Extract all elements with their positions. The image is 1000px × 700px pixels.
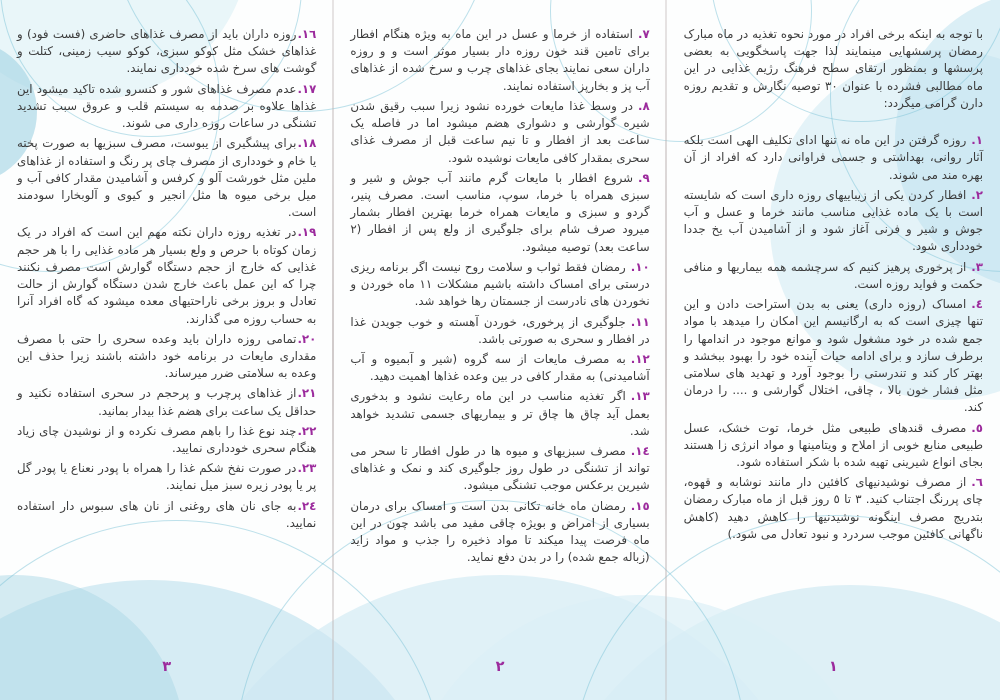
tip-number: ٢٢. <box>297 423 317 438</box>
tip-item: ١٠.رمضان فقط ثواب و سلامت روح نیست اگر برنامه ریزی درستی برای امساک داشته باشیم مشکلات ١١ ماه خوردن و نخوردن های نادرست از جسمتان رها خواهد شد. <box>350 259 650 309</box>
page-number: ١ <box>828 658 838 675</box>
page-number: ٢ <box>495 658 505 675</box>
tip-item: ٣.از پرخوری پرهیز کنیم که سرچشمه همه بیماریها و منافی حکمت و فواید روزه است. <box>683 259 983 291</box>
tip-item: ٢.افطار کردن یکی از زیباییهای روزه داری است که شایسته است با یک ماده غذایی مناسب مانند خرما و عسل و آب جوش و شیر و فرنی آغاز شود و از آشامیدن آب یخ جددا خودداری شود. <box>683 187 983 254</box>
tip-number: ٢٣. <box>297 461 317 476</box>
tip-item: ٢١.از غذاهای پرچرب و پرحجم در سحری استفاده نکنید و حداقل یک ساعت برای هضم غذا بیدار بمانید. <box>17 386 317 418</box>
tip-item: ١٣.اگر تغذیه مناسب در این ماه رعایت نشود و بدخوری بعمل آید چاق ها چاق تر و بیماریهای جسمی تشدید خواهد شد. <box>350 389 650 438</box>
tip-number: ٢٤. <box>297 498 317 513</box>
tip-number: ١٠. <box>630 259 650 274</box>
tip-number: ١٥. <box>630 498 650 513</box>
tip-item: ٥.مصرف قندهای طبیعی مثل خرما، توت خشک، عسل طبیعی منابع خوبی از املاح و ویتامینها و مواد انرژی زا هستند بجای انواع شیرینی تهیه شده با شکر استفاده شود. <box>683 420 983 470</box>
tip-number: ٦. <box>971 475 983 490</box>
tip-number: ١. <box>971 133 983 148</box>
tip-item: ٢٢.چند نوع غذا را باهم مصرف نکرده و از نوشیدن چای زیاد هنگام سحری خودداری نمایید. <box>17 423 317 456</box>
tip-item: ١٧.عدم مصرف غذاهای شور و کنسرو شده تاکید میشود این غذاها علاوه بر صدمه به سیستم قلب و عروق سبب تشدید تشنگی در ساعات روزه داری می شوند. <box>17 81 317 131</box>
tip-item: ١.روزه گرفتن در این ماه نه تنها ادای تکلیف الهی است بلکه آثار روانی، بهداشتی و جسمی فراوانی دارد که افراد از آن بهره مند می شوند. <box>683 133 983 182</box>
tip-number: ١٣. <box>630 389 650 404</box>
tip-number: ١٦. <box>297 27 317 41</box>
tip-item: ١٥.رمضان ماه خانه تکانی بدن است و امساک برای درمان بسیاری از امراض و بویژه چاقی مفید می باشد چون در این ماه فرصت پیدا میکند تا مواد ذخیره را جذب و مواد زاید (زباله جمع شده) را در بدن دفع نماید. <box>350 498 650 565</box>
tips-list <box>17 26 316 532</box>
tip-number: ٢٠. <box>297 331 317 346</box>
tip-item: ٢٣.در صورت نفخ شکم غذا را همراه با پودر نعناع یا پودر گل پر یا پودر زیره سبز میل نمایند. <box>17 461 317 493</box>
tip-item: ١٦.روزه داران باید از مصرف غذاهای حاضری (فست فود) و غذاهای خشک مثل کوکو سبزی، کوکو سیب زمینی، کتلت و گوشت های سرخ شده خودداری نمایند. <box>17 27 317 76</box>
panel-page-1 <box>667 0 1000 700</box>
tip-number: ١٩. <box>297 225 317 240</box>
panel-page-2 <box>333 0 666 700</box>
tip-number: ٨. <box>637 98 650 113</box>
tip-number: ٢١. <box>297 386 317 401</box>
tips-list <box>684 132 983 543</box>
tip-number: ٣. <box>971 259 983 274</box>
tip-item: ١٤.مصرف سبزیهای و میوه ها در طول افطار تا سحر می تواند از تشنگی در طول روز جلوگیری کند و نمک و غذاهای شیرین برعکس موجب تشنگی میشود. <box>350 444 650 493</box>
tip-item: ٦.از مصرف نوشیدنیهای کافئین دار مانند نوشابه و قهوه، چای پررنگ اجتناب کنید. ٣ تا ٥ روز قبل از ماه مبارک رمضان بتدریج مصرف اینگونه نوشیدنیها را کاهش دهید (کاهش ناگهانی کافئین موجب سردرد و نبود تعادل می شود.) <box>683 475 983 541</box>
tip-item: ٤.امساک (روزه داری) یعنی به بدن استراحت دادن و این تنها چیزی است که به ارگانیسم این امکان را میدهد با مواد جمع شده در خود مشغول شود و موانع موجود در اندامها را برطرف سازد و برای ادامه حیات آینده خود را بهبود ببخشد و بهتر کار کند و تندرستی را بوجود آورد و تهدید های سلامتی مثل فشار خون بالا ، چاقی، اختلال گوارشی و .... را درمان کند. <box>683 297 983 415</box>
tip-number: ١٤. <box>630 444 650 459</box>
tip-number: ٤. <box>971 297 983 312</box>
tip-item: ١٩.در تغذیه روزه داران نکته مهم این است که افراد در یک زمان کوتاه با حرص و ولع بسیار هر ماده غذایی را با هر حجم غذایی که خارج از حجم دستگاه گوارش است مصرف نکنند چرا که این عمل باعث خارج شدن دستگاه گوارش از حالت تعادل و بروز برخی ناراحتیهای معده میشود که گاه افراد آنرا به حساب روزه می گذارند. <box>17 225 317 326</box>
tip-number: ١٧. <box>297 81 317 96</box>
page-number: ٣ <box>162 658 172 675</box>
tip-number: ٥. <box>971 420 983 435</box>
tip-item: ٧.استفاده از خرما و عسل در این ماه به ویژه هنگام افطار برای تامین قند خون روزه دار بسیار موثر است و و روزه داران سعی نمایند بجای غذاهای چرب و سرخ شده از غذاهای آب پز و بخارپز استفاده نمایند. <box>350 27 650 93</box>
tip-item: ٢٤.به جای نان های روغنی از نان های سبوس دار استفاده نمایید. <box>17 498 317 530</box>
tip-item: ١٨.برای پیشگیری از یبوست، مصرف سبزیها به صورت پخته یا خام و خودداری از مصرف چای پر رنگ و استفاده از غذاهای ملین مثل خورشت آلو و کرفس و آشامیدن مقدار کافی آب و میل برخی میوه ها مثل انجیر و کیوی و آلوبخارا سودمند است. <box>17 136 317 220</box>
tip-item: ١٢.به مصرف مایعات از سه گروه (شیر و آبمیوه و آب آشامیدنی) به مقدار کافی در بین وعده غذاها اهمیت دهید. <box>350 351 650 384</box>
tip-item: ٨.در وسط غذا مایعات خورده نشود زیرا سبب رقیق شدن شیره گوارشی و دشواری هضم میشود اما در فاصله یک ساعت بعد از افطار و تا نیم ساعت قبل از مصرف غذای سحری بمقدار کافی مایعات نوشیده شود. <box>350 98 650 165</box>
tips-list <box>350 26 649 567</box>
tip-number: ١٨. <box>297 136 317 151</box>
tip-number: ١١. <box>630 314 650 329</box>
tip-item: ٩.شروع افطار با مایعات گرم مانند آب جوش و شیر و سبزی همراه با خرما، سوپ، مناسب است. مصرف پنیر، گردو و سبزی و مایعات همراه خرما بهترین افطار بشمار میرود صرف شام برای جلوگیری از ولع پس از افطار (٢ ساعت بعد) توصیه میشود. <box>350 170 650 254</box>
tip-number: ٩. <box>637 170 650 185</box>
tip-number: ٧. <box>637 27 650 41</box>
tip-number: ٢. <box>971 187 983 202</box>
tip-item: ١١.جلوگیری از پرخوری، خوردن آهسته و خوب جویدن غذا در افطار و سحری به صورتی باشد. <box>350 314 650 346</box>
tip-number: ١٢. <box>630 351 650 366</box>
panel-page-3 <box>0 0 333 700</box>
tip-item: ٢٠.تمامی روزه داران باید وعده سحری را حتی با مصرف مقداری مایعات در برنامه خود داشته باشند زیرا حذف این وعده به سلامتی ضرر میرساند. <box>17 331 317 381</box>
intro-paragraph: با توجه به اینکه برخی افراد در مورد نحوه تغذیه در ماه مبارک رمضان پرسشهایی مینمایند لذا جهت پاسخگویی به بعضی پرسشها و بمنظور ارتقای سطح فرهنگ رژیم غذایی در این ماه مطالبی فشرده با عنوان ٣٠ توصیه نگارش و تقدیم روزه دارن گرامی میگردد: <box>683 27 983 110</box>
